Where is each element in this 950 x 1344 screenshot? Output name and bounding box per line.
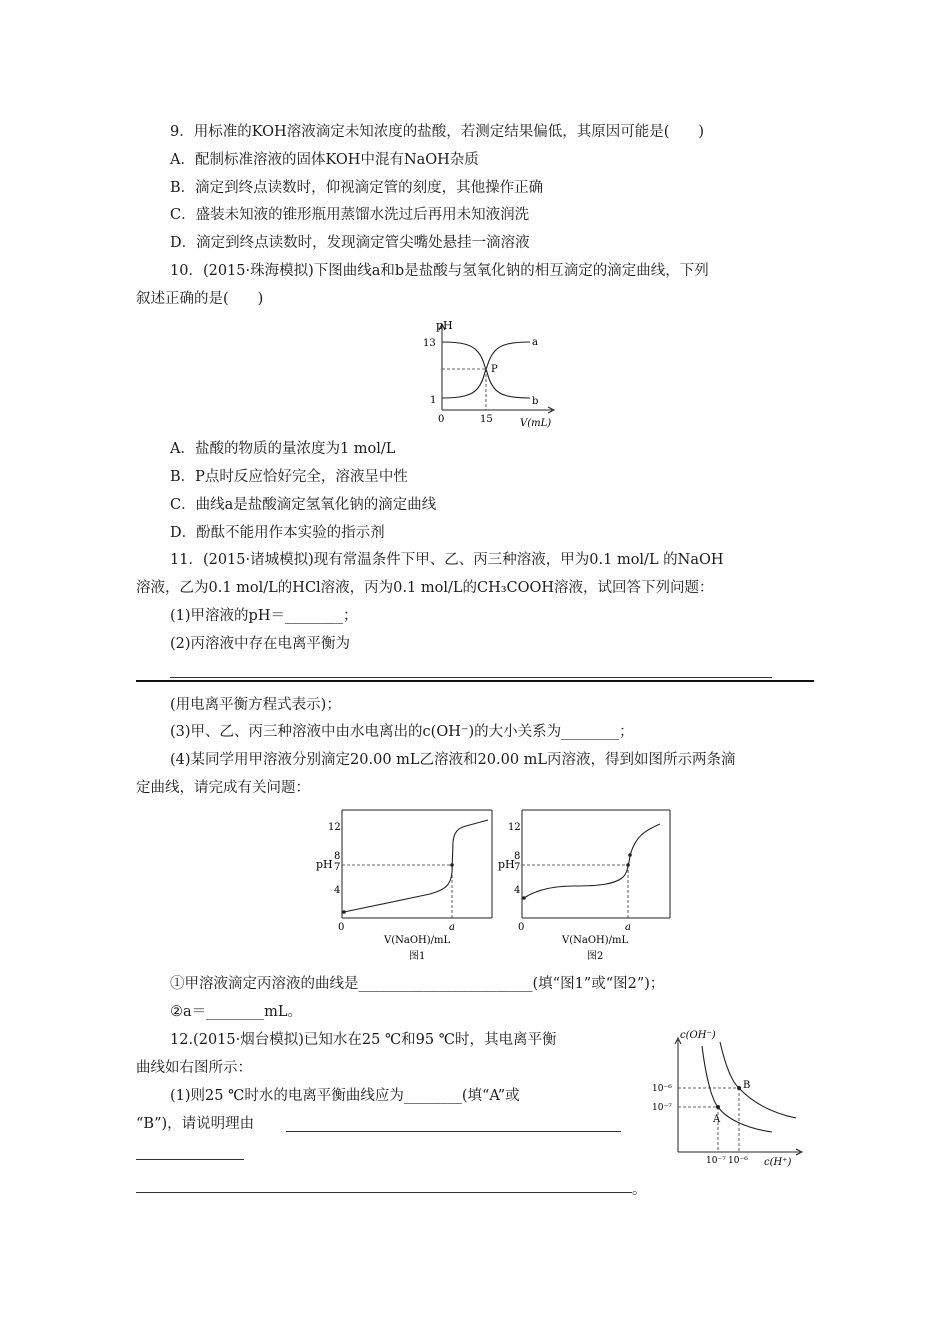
y-tick-1e-7: 10⁻⁷: [652, 1103, 672, 1113]
fig1-caption: 图1: [409, 951, 426, 962]
curve-b-label: b: [532, 396, 539, 407]
fig2-start-point: [522, 896, 526, 900]
q11-part3: (3)甲、乙、丙三种溶液中由水电离出的c(OH⁻)的大小关系为________；: [170, 724, 634, 740]
q11-part4-line1: (4)某同学用甲溶液分别滴定20.00 mL乙溶液和20.00 mL丙溶液，得到如图所示两条滴: [170, 752, 736, 768]
q10-titration-figure: [420, 312, 570, 432]
q10-option-a: A．盐酸的物质的量浓度为1 mol/L: [170, 441, 396, 457]
q10-stem-line1: 10．(2015·珠海模拟)下图曲线a和b是盐酸与氢氧化钠的相互滴定的滴定曲线，下列: [170, 263, 709, 279]
q12-part1-line2: “B”)，请说明理由: [136, 1116, 255, 1132]
fig1-y-tick-7: 7: [334, 862, 341, 873]
q11-figure-2: [490, 806, 675, 966]
q11-sub1: ①甲溶液滴定丙溶液的曲线是________________________(填“图1”或“图2”)；: [170, 976, 665, 992]
q11-part2-answer-line: [170, 677, 772, 678]
point-a: [716, 1105, 720, 1109]
y-label: c(OH⁻): [680, 1030, 716, 1041]
fig2-curve: [524, 824, 660, 898]
q11-part1: (1)甲溶液的pH＝________；: [170, 608, 358, 624]
q12-reason-line-2: [136, 1159, 244, 1160]
fig1-y-tick-4: 4: [334, 885, 341, 896]
fig1-y-label: pH: [316, 858, 333, 871]
q12-stem-line1: 12.(2015·烟台模拟)已知水在25 ℃和95 ℃时，其电离平衡: [170, 1032, 557, 1048]
page-divider: [136, 680, 814, 682]
x-label: c(H⁺): [764, 1157, 792, 1168]
fig2-x-label: V(NaOH)/mL: [562, 935, 629, 946]
q11-sub2: ②a＝________mL。: [170, 1004, 303, 1020]
q12-end-mark: 。: [632, 1182, 647, 1198]
x-label: V(mL): [520, 418, 552, 429]
q10-stem-line2: 叙述正确的是( ): [136, 291, 264, 307]
point-p-label: P: [491, 364, 498, 375]
q11-part4-line2: 定曲线，请完成有关问题：: [136, 780, 310, 796]
curve-a-label: a: [532, 337, 538, 348]
fig2-y-tick-12: 12: [508, 822, 521, 833]
q9-option-a: A．配制标准溶液的固体KOH中混有NaOH杂质: [170, 152, 479, 168]
x-tick-1e-7: 10⁻⁷: [706, 1156, 726, 1166]
y-tick-1: 1: [430, 395, 437, 406]
fig2-y-tick-7: 7: [514, 862, 521, 873]
q10-option-c: C．曲线a是盐酸滴定氢氧化钠的滴定曲线: [170, 497, 437, 513]
fig2-caption: 图2: [587, 951, 604, 962]
x-tick-0: 0: [438, 414, 445, 425]
fig2-y-tick-8: 8: [514, 851, 521, 862]
y-tick-13: 13: [423, 338, 436, 349]
q9-stem: 9．用标准的KOH溶液滴定未知浓度的盐酸，若测定结果偏低，其原因可能是( ): [170, 124, 705, 140]
q9-option-c: C．盛装未知液的锥形瓶用蒸馏水洗过后再用未知液润洗: [170, 207, 530, 223]
q11-stem-line2: 溶液，乙为0.1 mol/L的HCl溶液，丙为0.1 mol/L的CH₃COOH溶液，试回答下列问题：: [136, 580, 714, 596]
y-label: pH: [436, 319, 453, 332]
curve-b: [720, 1042, 796, 1118]
fig1-start-point: [342, 910, 346, 914]
fig1-origin: 0: [338, 922, 345, 933]
q11-stem-line1: 11．(2015·诸城模拟)现有常温条件下甲、乙、丙三种溶液，甲为0.1 mol/L 的NaOH: [170, 552, 724, 568]
fig1-x-label: V(NaOH)/mL: [384, 935, 451, 946]
q12-part1-line1: (1)则25 ℃时水的电离平衡曲线应为________(填“A”或: [170, 1088, 520, 1104]
fig2-y-label: pH: [498, 858, 515, 871]
fig2-origin: 0: [518, 922, 525, 933]
fig1-x-tick-a: a: [449, 922, 455, 933]
point-b: [737, 1086, 741, 1090]
point-b-label: B: [743, 1080, 751, 1091]
fig1-y-tick-8: 8: [334, 851, 341, 862]
fig1-y-tick-12: 12: [328, 822, 341, 833]
q12-ionization-figure: [640, 1028, 810, 1176]
fig2-point-ph8: [628, 853, 632, 857]
x-tick-15: 15: [480, 414, 493, 425]
y-tick-1e-6: 10⁻⁶: [652, 1084, 672, 1094]
q11-part2: (2)丙溶液中存在电离平衡为: [170, 636, 351, 652]
q10-option-d: D．酚酞不能用作本实验的指示剂: [170, 525, 385, 541]
point-a-label: A: [713, 1114, 721, 1125]
q9-option-d: D．滴定到终点读数时，发现滴定管尖嘴处悬挂一滴溶液: [170, 235, 530, 251]
q9-option-b: B．滴定到终点读数时，仰视滴定管的刻度，其他操作正确: [170, 180, 544, 196]
fig2-y-tick-4: 4: [514, 885, 521, 896]
q12-stem-line2: 曲线如右图所示：: [136, 1060, 252, 1076]
q12-reason-line-1: [286, 1131, 621, 1132]
fig1-curve: [344, 820, 488, 912]
x-tick-1e-6: 10⁻⁶: [728, 1156, 748, 1166]
q10-option-b: B．P点时反应恰好完全，溶液呈中性: [170, 469, 408, 485]
fig2-x-tick-a: a: [625, 922, 631, 933]
q12-reason-line-3: [136, 1192, 632, 1193]
q11-figure-1: [312, 806, 497, 966]
fig1-equivalence-point: [450, 863, 454, 867]
q11-part2-cont: (用电离平衡方程式表示)；: [170, 697, 341, 713]
fig2-equivalence-point: [626, 863, 630, 867]
